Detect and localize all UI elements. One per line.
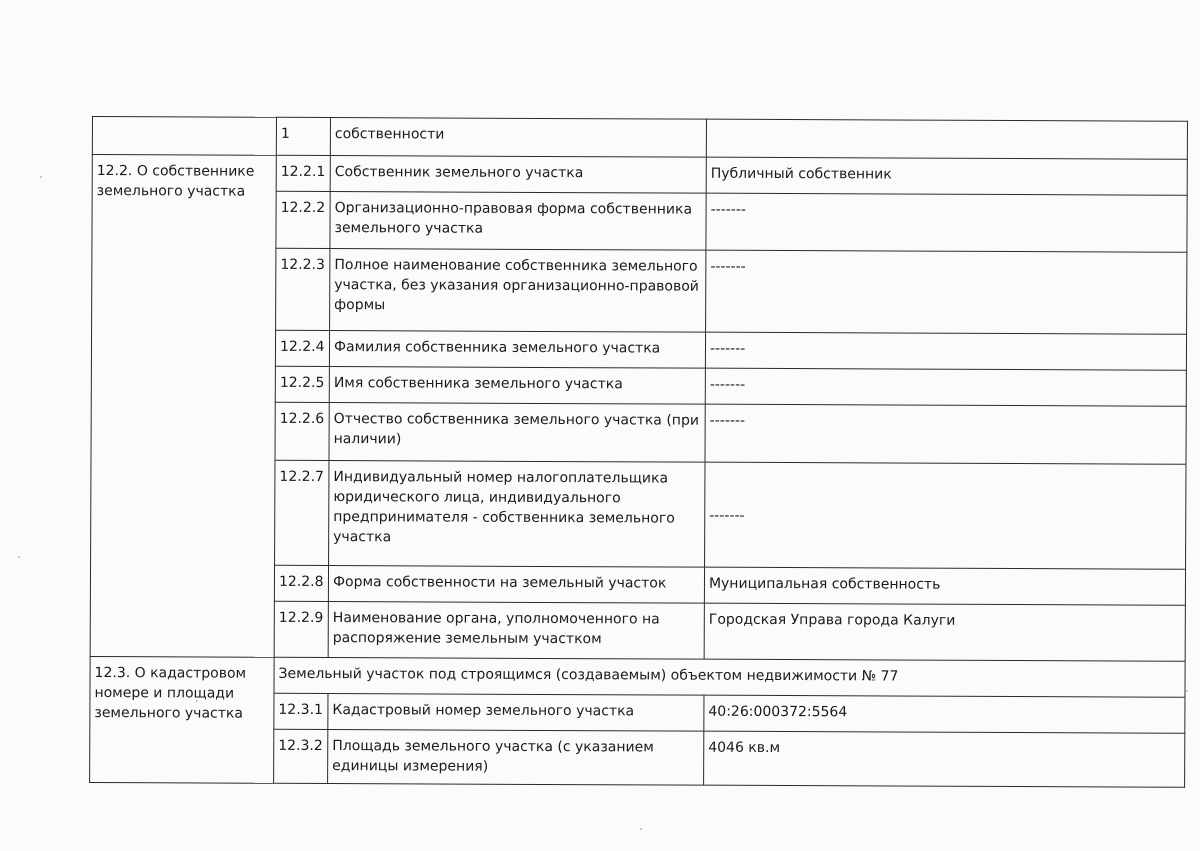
table-row: [92, 117, 1187, 160]
item-label: Имя собственника земельного участка: [329, 367, 705, 405]
item-number: 12.2.5: [275, 366, 329, 402]
item-label: Организационно-правовая форма собственника земельного участка: [330, 192, 706, 251]
item-number: 12.2.2: [276, 191, 330, 248]
item-number: 12.2.9: [274, 601, 328, 657]
item-label: Фамилия собственника земельного участка: [329, 331, 705, 369]
item-number: 1: [276, 117, 330, 155]
item-value: [706, 119, 1187, 159]
item-value: Публичный собственник: [706, 157, 1187, 195]
item-value: -------: [705, 462, 1186, 569]
item-number: 12.2.8: [274, 565, 328, 601]
item-label: Наименование органа, уполномоченного на распоряжение земельным участком: [328, 602, 704, 660]
item-value: -------: [706, 193, 1187, 252]
section-title-12-2: 12.2. О собственнике земельного участка: [90, 155, 276, 658]
item-number: 12.2.6: [275, 402, 329, 460]
item-value: -------: [705, 404, 1186, 464]
item-number: 12.2.3: [276, 248, 330, 330]
table-row: [92, 155, 1187, 196]
item-value: -------: [705, 368, 1186, 406]
item-value: Городская Управа города Калуги: [704, 603, 1185, 661]
section-title-12-3: 12.3. О кадастровом номере и площади земельного участка: [90, 656, 275, 783]
table-row: [90, 656, 1185, 697]
item-value: -------: [706, 250, 1187, 334]
item-label: Площадь земельного участка (с указанием единицы измерения): [328, 730, 704, 786]
item-label: Отчество собственника земельного участка (при наличии): [329, 403, 705, 463]
item-label: Полное наименование собственника земельного участка, без указания организационно-правовой формы: [330, 249, 706, 333]
item-label: Кадастровый номер земельного участка: [328, 694, 704, 732]
item-number: 12.3.1: [274, 693, 328, 729]
item-value: Муниципальная собственность: [704, 567, 1185, 605]
item-label: Форма собственности на земельный участок: [328, 566, 704, 604]
scan-speck: [18, 556, 20, 558]
scan-speck: [640, 828, 642, 830]
item-label: собственности: [330, 118, 706, 158]
item-value: -------: [705, 332, 1186, 370]
item-label: Собственник земельного участка: [330, 156, 706, 194]
scan-speck: [40, 176, 42, 178]
item-value: 4046 кв.м: [704, 731, 1185, 787]
plot-object-caption: Земельный участок под строящимся (создаваемым) объектом недвижимости № 77: [274, 657, 1185, 697]
item-number: 12.2.7: [275, 460, 329, 565]
scan-speck: [1186, 690, 1188, 692]
land-plot-info-table: [89, 116, 1188, 788]
item-number: 12.2.4: [275, 330, 329, 366]
item-number: 12.3.2: [274, 729, 328, 783]
item-label: Индивидуальный номер налогоплательщика юридического лица, индивидуального предпринимателя - собственника земельного участка: [329, 461, 705, 568]
item-value: 40:26:000372:5564: [704, 695, 1185, 733]
item-number: 12.2.1: [276, 155, 330, 191]
section-cell: [92, 117, 276, 156]
